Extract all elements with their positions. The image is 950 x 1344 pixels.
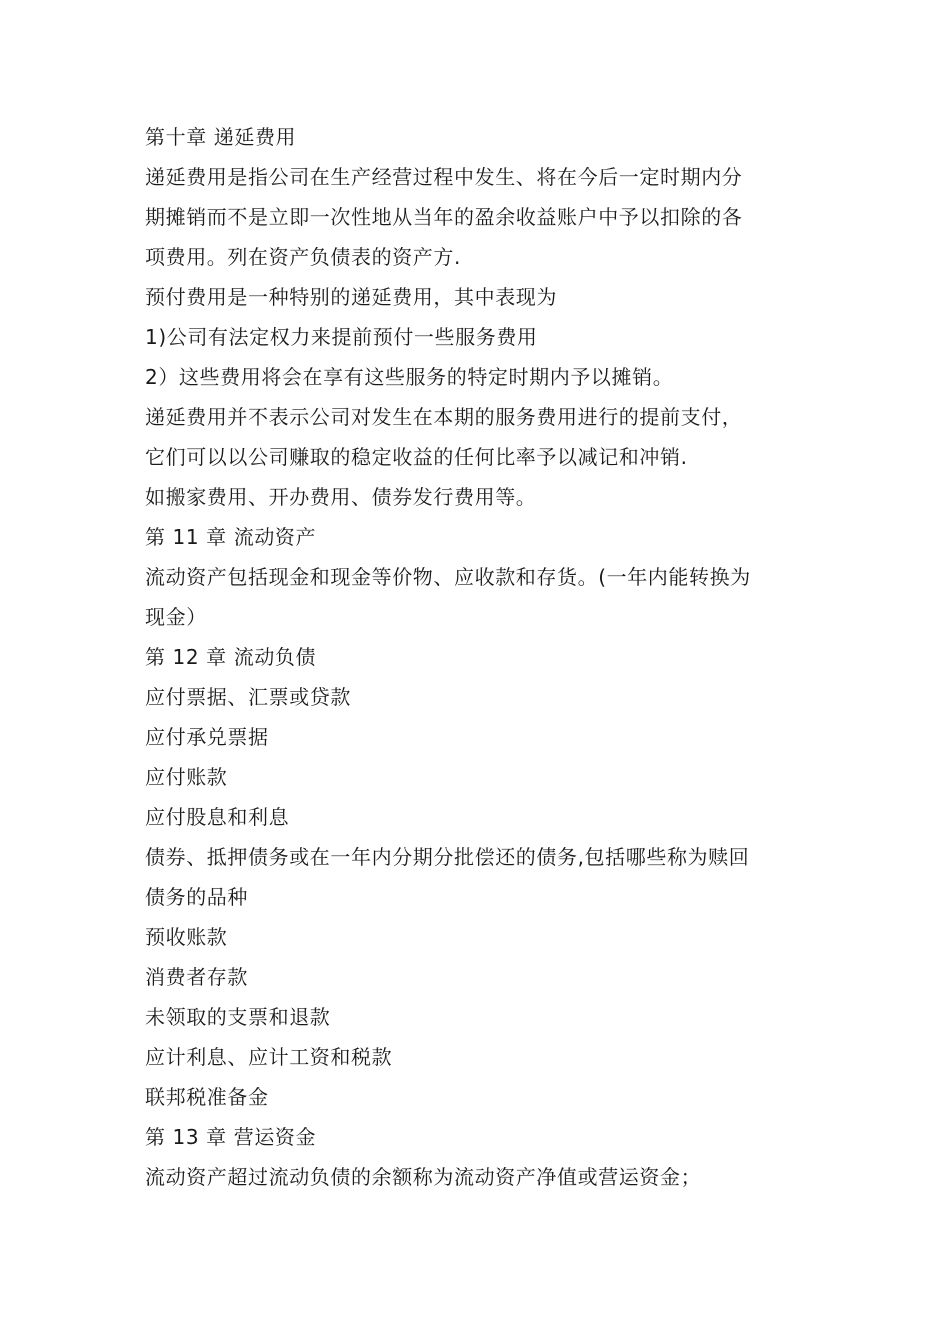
list-item: 联邦税准备金 xyxy=(145,1085,269,1109)
paragraph-line: 项费用。列在资产负债表的资产方. xyxy=(145,245,461,269)
list-item: 消费者存款 xyxy=(145,965,248,989)
paragraph-line: 递延费用是指公司在生产经营过程中发生、将在今后一定时期内分 xyxy=(145,165,743,189)
list-item: 债券、抵押债务或在一年内分期分批偿还的债务,包括哪些称为赎回 xyxy=(145,845,750,869)
paragraph-line: 预付费用是一种特别的递延费用，其中表现为 xyxy=(145,285,557,309)
chapter-10-heading: 第十章 递延费用 xyxy=(145,125,297,149)
paragraph-line: 如搬家费用、开办费用、债券发行费用等。 xyxy=(145,485,537,509)
chapter-12-heading: 第 12 章 流动负债 xyxy=(145,645,317,669)
list-item: 应付票据、汇票或贷款 xyxy=(145,685,351,709)
paragraph-line: 期摊销而不是立即一次性地从当年的盈余收益账户中予以扣除的各 xyxy=(145,205,743,229)
list-item: 债务的品种 xyxy=(145,885,248,909)
list-item: 应计利息、应计工资和税款 xyxy=(145,1045,393,1069)
paragraph-line: 它们可以以公司赚取的稳定收益的任何比率予以减记和冲销. xyxy=(145,445,688,469)
chapter-11-heading: 第 11 章 流动资产 xyxy=(145,525,317,549)
list-item: 应付股息和利息 xyxy=(145,805,290,829)
list-item: 2）这些费用将会在享有这些服务的特定时期内予以摊销。 xyxy=(145,365,674,389)
chapter-13-heading: 第 13 章 营运资金 xyxy=(145,1125,317,1149)
document-body xyxy=(145,117,815,1197)
list-item: 应付账款 xyxy=(145,765,228,789)
paragraph-line: 现金） xyxy=(145,605,207,629)
list-item: 未领取的支票和退款 xyxy=(145,1005,331,1029)
paragraph-line: 递延费用并不表示公司对发生在本期的服务费用进行的提前支付， xyxy=(145,405,743,429)
list-item: 预收账款 xyxy=(145,925,228,949)
list-item: 1)公司有法定权力来提前预付一些服务费用 xyxy=(145,325,538,349)
paragraph-line: 流动资产超过流动负债的余额称为流动资产净值或营运资金； xyxy=(145,1165,702,1189)
list-item: 应付承兑票据 xyxy=(145,725,269,749)
paragraph-line: 流动资产包括现金和现金等价物、应收款和存货。(一年内能转换为 xyxy=(145,565,751,589)
